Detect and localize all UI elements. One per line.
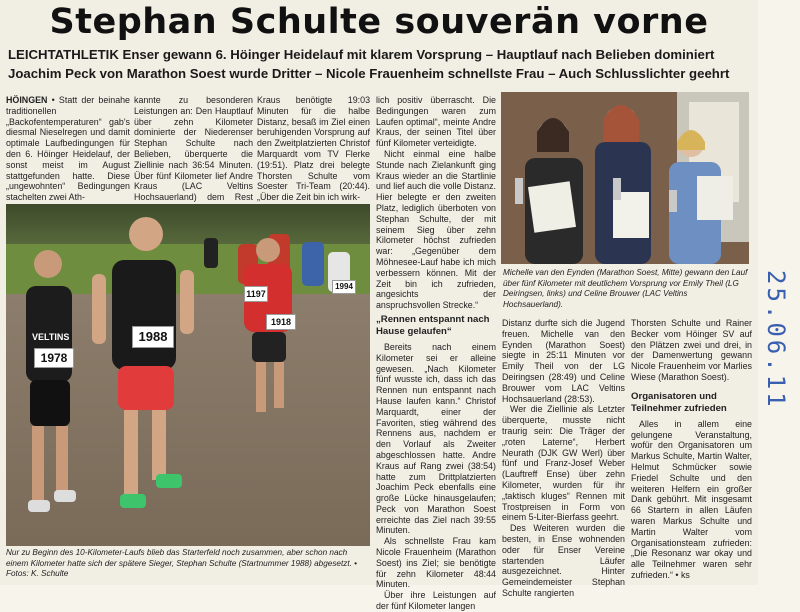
col4-subhead: „Rennen entspannt nach Hause gelaufen“ bbox=[376, 313, 490, 337]
kicker: LEICHTATHLETIK bbox=[8, 47, 119, 62]
col6-text: Thorsten Schulte und Rainer Becker vom Höinger SV auf den Plätzen zwei und drei, in der Damenwertung gewann Nicole Frauenheim vor Marlies Wiese (Marathon Soest). bbox=[631, 318, 752, 382]
column-2 bbox=[134, 95, 253, 203]
race-photo-caption: Nur zu Beginn des 10-Kilometer-Laufs blieb das Starterfeld noch zusammen, aber schon nach einem Kilometer hatte sich der spätere Sieger, Stephan Schulte (Startnummer 1988) abgesetzt. • Fotos: K. Schulte bbox=[6, 548, 358, 578]
dateline: HÖINGEN bbox=[6, 95, 48, 105]
column-4 bbox=[376, 95, 496, 612]
col5-p3: Des Weiteren wurden die besten, in Ense wohnenden oder für Enser Vereine startenden Läufer ausgezeichnet. Hinter Gemeindemeister Stephan Schulte rangierten bbox=[502, 523, 625, 598]
handwritten-date-text: 25.06.11 bbox=[762, 270, 790, 410]
col2-text: kannte zu besonderen Leistungen an: Den Hauptlauf über zehn Kilometer dominierte der Niederenser Stephan Schulte nach Belieben, überquerte die Ziellinie nach 36:54 Minuten. Über fünf Kilometer lief Andre Kraus (LAC Veltins Hochsauerland) dem Rest bbox=[134, 95, 253, 203]
headline: Stephan Schulte souverän vorne bbox=[49, 2, 709, 42]
race-photo bbox=[6, 204, 370, 546]
col5-text: Distanz durfte sich die Jugend freuen. Michelle van den Eynden (Marathon Soest) siegte in 25:11 Minuten vor Emily Theil von der LG Deiringsen (28:49) und Celine Brouwer vom LAC Veltins Hochsauerland (28:53). bbox=[502, 318, 625, 404]
subheadline-text: Enser gewann 6. Höinger Heidelauf mit klarem Vorsprung – Hauptlauf nach Belieben dominiert Joachim Peck von Marathon Soest wurde Dritter – Nicole Frauenheim schnellste Frau – Auch Schlusslichter geehrt bbox=[8, 47, 730, 81]
bib-runner-5: 1994 bbox=[332, 280, 356, 294]
podium-photo-caption: Michelle van den Eynden (Marathon Soest, Mitte) gewann den Lauf über fünf Kilometer mit deutlichem Vorsprung vor Emily Theil (LG Deiringsen, links) und Celine Brouwer (LAC Veltins Hochsauerland). bbox=[503, 268, 748, 309]
column-3 bbox=[257, 95, 370, 203]
bib-left-runner: 1978 bbox=[34, 348, 74, 368]
subheadline bbox=[8, 45, 753, 83]
col6-subhead: Organisatoren und Teilnehmer zufrieden bbox=[631, 390, 727, 414]
col5-p2: Wer die Ziellinie als Letzter überquerte, musste nicht traurig sein: Die Träger der „roten Laterne“, Herbert Neurath (DJK GW Werl) über fünf und Franz-Josef Weber (Lauftreff Ense) über zehn Kilometer, wurden für ihr „taktisch kluges“ Rennen mit Trostpreisen in Form von einem 5-Liter-Bierfass geehrt. bbox=[502, 404, 625, 523]
column-6 bbox=[631, 318, 752, 583]
column-5 bbox=[502, 318, 625, 598]
handwritten-date bbox=[762, 270, 796, 460]
col1-text: • Statt der beinahe traditionellen „Backofentemperaturen“ gab's diesmal Nieselregen und damit optimale Laufbedingungen für den 6. Höinger Heidelauf, der sonst meist im August stattgefunden hatte. Diese „ungewohnten“ Bedingungen stachelten zwei Ath- bbox=[6, 95, 130, 203]
bib-runner-4: 1918 bbox=[266, 314, 296, 330]
podium-photo bbox=[501, 92, 749, 264]
col4-text: lich positiv überrascht. Die Bedingungen waren zum Laufen optimal“, meinte Andre Kraus, der seinen Titel über fünf Kilometer verteidigte. bbox=[376, 95, 496, 149]
col4-p4: Als schnellste Frau kam Nicole Frauenheim (Marathon Soest) ins Ziel; sie benötigte für zehn Kilometer 48:44 Minuten. bbox=[376, 536, 496, 590]
column-1 bbox=[6, 95, 130, 203]
col4-p2: Nicht einmal eine halbe Stunde nach Zielankunft ging Kraus wieder an die Startlinie und lief auch die volle Distanz. Hier belegte er den zweiten Platz, lediglich überboten von Stephan Schulte, der mit seinem Sieg über zehn Kilometer höchst zufrieden war: „Gegenüber dem Möhnesee-Lauf habe ich mich verbessern können. Mit der Zeit bin ich zufrieden, angesichts der anspruchsvollen Strecke.“ bbox=[376, 148, 496, 311]
bib-leader: 1988 bbox=[132, 326, 174, 348]
podium-photo-illustration bbox=[501, 92, 749, 264]
col4-p3: Bereits nach einem Kilometer sei er alleine gewesen. „Nach Kilometer fünf wusste ich, dass ich das Rennen nun entspannt nach Hause laufen kann.“ Christof Marquardt, einer der Favoriten, stieg während des Rennens aus, nachdem er den Vorlauf als Zweiter abgeschlossen hatte. Andre Kraus auf Rang zwei (38:54) hatte zum Drittplatzierten Joachim Peck ebenfalls eine große Lücke hinausgelaufen; Peck von Marathon Soest erreichte das Ziel nach 39:55 Minuten. bbox=[376, 341, 496, 536]
bib-red-runner: 1197 bbox=[244, 286, 268, 302]
shirt-sponsor-text: VELTINS bbox=[32, 332, 70, 342]
col4-p5: Über ihre Leistungen auf der fünf Kilometer langen bbox=[376, 590, 496, 612]
col3-text: Kraus benötigte 19:03 Minuten für die halbe Distanz, besaß im Ziel einen beruhigenden Vorsprung auf den Zweitplatzierten Christof Marquardt vom TV Flerke (19:51). Platz drei belegte Thorsten Schulte vom Soester Tri-Team (20:44). „Über die Zeit bin ich wirk- bbox=[257, 95, 370, 203]
col6-p2: Alles in allem eine gelungene Veranstaltung, wofür den Organisatoren um Markus Schulte, Martin Walter, Helmut Schmücker sowie Friedel Schulte und den weiteren Helfern ein großer Dank gebührt. Mit insgesamt 66 Startern in allen Läufen waren Markus Schulte und Martin Walter vom Organisationsteam zufrieden: „Die Resonanz war okay und alle Teilnehmer waren sehr zufrieden.“ • ks bbox=[631, 418, 752, 580]
race-photo-illustration bbox=[6, 204, 370, 546]
